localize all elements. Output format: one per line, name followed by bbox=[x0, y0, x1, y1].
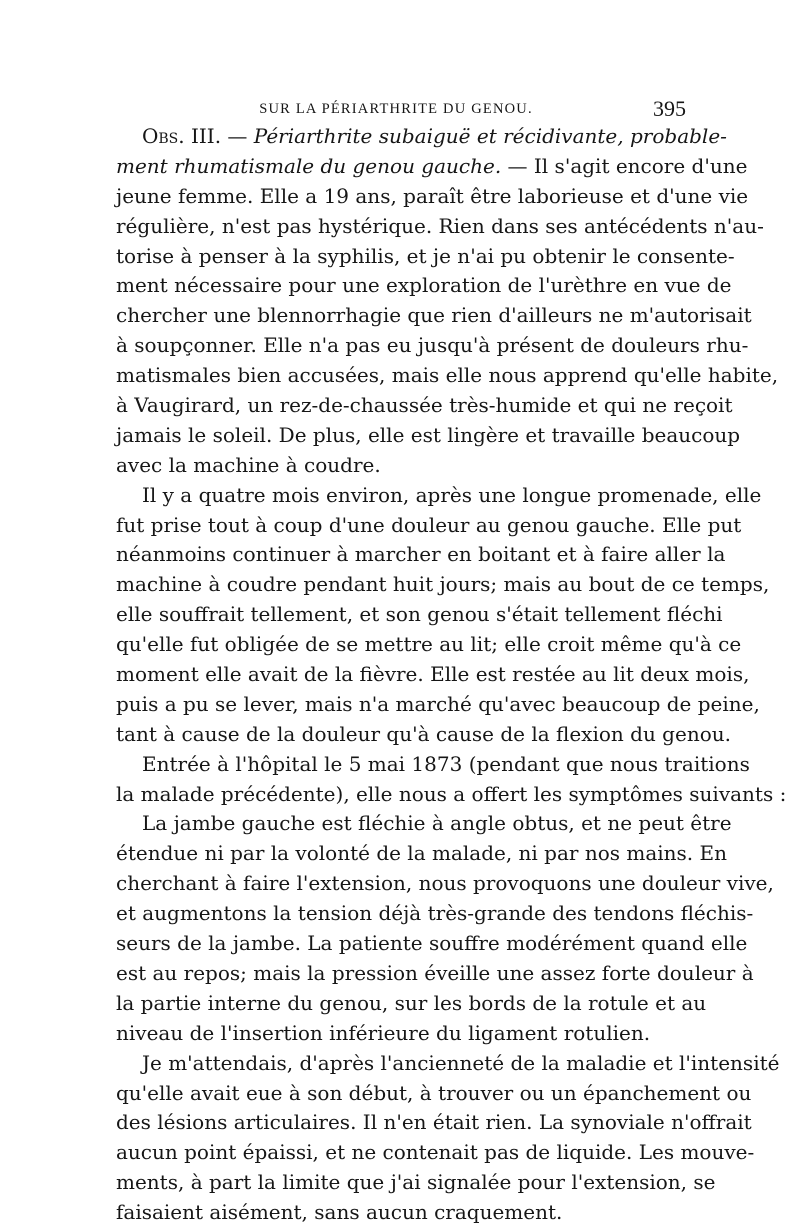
text-line-paragraph-start: Je m'attendais, d'après l'ancienneté de la maladie et l'intensité bbox=[142, 1050, 780, 1075]
text-line-paragraph-end: tant à cause de la douleur qu'à cause de la flexion du genou. bbox=[116, 721, 731, 746]
observation-dash: — bbox=[221, 124, 254, 148]
page-number: 395 bbox=[653, 96, 686, 121]
body-text bbox=[116, 122, 787, 1228]
text-line: chercher une blennorrhagie que rien d'ailleurs ne m'autorisait bbox=[116, 303, 752, 328]
observation-title-continued: ment rhumatismale du genou gauche. bbox=[116, 153, 502, 178]
text-line: régulière, n'est pas hystérique. Rien dans ses antécédents n'au- bbox=[116, 213, 764, 238]
text-line-paragraph-end: avec la machine à coudre. bbox=[116, 452, 381, 477]
text-line: étendue ni par la volonté de la malade, ni par nos mains. En bbox=[116, 841, 727, 866]
text-line-paragraph-end: niveau de l'insertion inférieure du ligament rotulien. bbox=[116, 1020, 651, 1045]
text-line: matismales bien accusées, mais elle nous apprend qu'elle habite, bbox=[116, 363, 779, 388]
running-head bbox=[116, 94, 686, 122]
text-line: néanmoins continuer à marcher en boitant et à faire aller la bbox=[116, 542, 726, 567]
text-line: et augmentons la tension déjà très-grande des tendons fléchis- bbox=[116, 901, 754, 926]
text-line: machine à coudre pendant huit jours; mais au bout de ce temps, bbox=[116, 572, 770, 597]
text-line-paragraph-end: faisaient aisément, sans aucun craquement. bbox=[116, 1200, 563, 1225]
text-line: aucun point épaissi, et ne contenait pas de liquide. Les mouve- bbox=[116, 1140, 755, 1165]
text-line: des lésions articulaires. Il n'en était rien. La synoviale n'offrait bbox=[116, 1110, 752, 1135]
text-line-paragraph-end: la malade précédente), elle nous a offert les symptômes suivants : bbox=[116, 781, 787, 806]
text-line-paragraph-start: Il y a quatre mois environ, après une longue promenade, elle bbox=[142, 482, 762, 507]
text-line: la partie interne du genou, sur les bords de la rotule et au bbox=[116, 990, 707, 1015]
text-line: jamais le soleil. De plus, elle est lingère et travaille beaucoup bbox=[116, 422, 741, 447]
running-title: SUR LA PÉRIARTHRITE DU GENOU. bbox=[259, 101, 533, 117]
text-line-observation-heading bbox=[116, 122, 727, 152]
text-line: ment nécessaire pour une exploration de l'urèthre en vue de bbox=[116, 273, 732, 298]
text-line-paragraph-start: Entrée à l'hôpital le 5 mai 1873 (pendant que nous traitions bbox=[142, 751, 750, 776]
text-line: moment elle avait de la fièvre. Elle est restée au lit deux mois, bbox=[116, 662, 750, 687]
text-line: est au repos; mais la pression éveille une assez forte douleur à bbox=[116, 960, 754, 985]
text-line: à Vaugirard, un rez-de-chaussée très-humide et qui ne reçoit bbox=[116, 393, 733, 418]
text-line: qu'elle avait eue à son début, à trouver ou un épanchement ou bbox=[116, 1080, 752, 1105]
observation-label: Obs. III. bbox=[142, 124, 222, 148]
text-line: torise à penser à la syphilis, et je n'ai pu obtenir le consente- bbox=[116, 243, 735, 268]
text-line-paragraph-start: La jambe gauche est fléchie à angle obtus, et ne peut être bbox=[142, 811, 732, 836]
observation-title: Périarthrite subaiguë et récidivante, probable- bbox=[253, 124, 727, 148]
text-line: elle souffrait tellement, et son genou s'était tellement fléchi bbox=[116, 602, 723, 627]
text-line: cherchant à faire l'extension, nous provoquons une douleur vive, bbox=[116, 871, 774, 896]
text-line: seurs de la jambe. La patiente souffre modérément quand elle bbox=[116, 931, 748, 956]
text-line: qu'elle fut obligée de se mettre au lit; elle croit même qu'à ce bbox=[116, 632, 742, 657]
observation-intro: — Il s'agit encore d'une bbox=[501, 153, 748, 178]
text-line: à soupçonner. Elle n'a pas eu jusqu'à présent de douleurs rhu- bbox=[116, 333, 749, 358]
text-line: jeune femme. Elle a 19 ans, paraît être laborieuse et d'une vie bbox=[116, 183, 749, 208]
text-line: puis a pu se lever, mais n'a marché qu'avec beaucoup de peine, bbox=[116, 691, 760, 716]
text-line-observation-title-end bbox=[116, 152, 748, 182]
text-line: fut prise tout à coup d'une douleur au genou gauche. Elle put bbox=[116, 512, 742, 537]
text-line: ments, à part la limite que j'ai signalée pour l'extension, se bbox=[116, 1170, 716, 1195]
